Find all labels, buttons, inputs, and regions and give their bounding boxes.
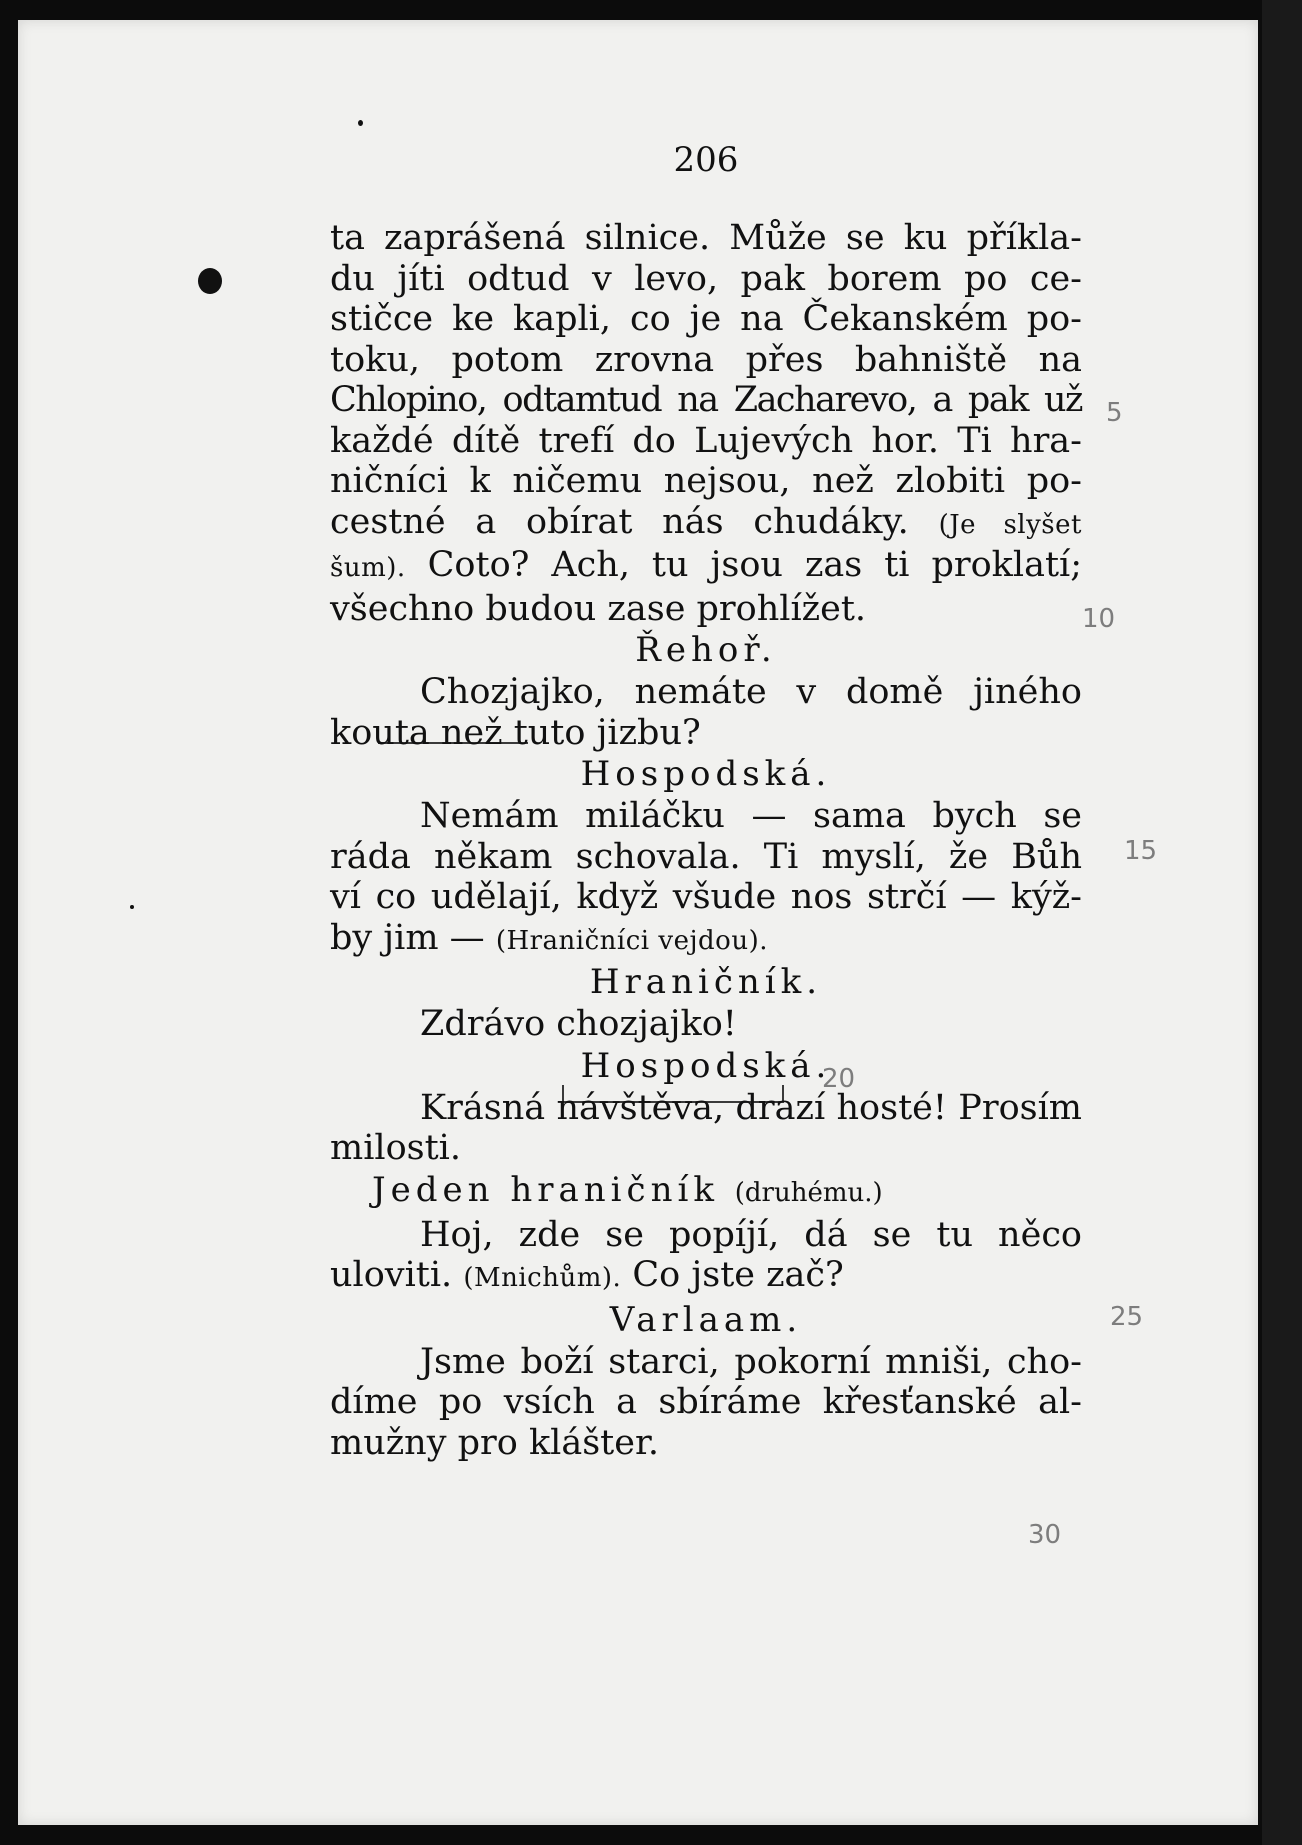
text-fragment: cestné a obírat nás chudáky.: [330, 501, 909, 542]
text-fragment: by jim —: [330, 917, 485, 958]
stage-direction: šum).: [330, 553, 406, 583]
text-line: stičce ke kapli, co je na Čekanském po-: [330, 299, 1082, 339]
margin-line-number: 10: [1082, 604, 1116, 634]
text-line: du jíti odtud v levo, pak borem po ce-: [330, 258, 1082, 299]
margin-line-number: 15: [1124, 836, 1158, 866]
text-fragment: Coto? Ach, tu jsou zas ti proklatí;: [427, 545, 1082, 585]
stage-direction: (Mnichům).: [463, 1263, 622, 1293]
page-text: [330, 140, 1082, 1463]
stage-direction: (Je slyšet: [938, 509, 1082, 540]
text-line: Chlopino, odtamtud na Zacharevo, a pak už: [330, 380, 1082, 420]
scan-speck: [130, 905, 134, 909]
text-line: Nemám miláčku — sama bych se: [420, 796, 1082, 836]
margin-line-number: 5: [1106, 398, 1123, 428]
text-line: Krásná návštěva, drazí hosté! Prosím: [420, 1087, 1082, 1128]
speaker-name: Hospodská.: [580, 754, 832, 794]
text-line: všechno budou zase prohlížet.: [330, 588, 867, 629]
text-line: každé dítě trefí do Lujevých hor. Ti hra-: [330, 420, 1082, 461]
scan-edge-strip: [1262, 0, 1302, 1845]
text-fragment: Co jste zač?: [632, 1255, 844, 1295]
text-line: ničníci k ničemu nejsou, než zlobiti po-: [330, 461, 1082, 501]
speaker-name: Varlaam.: [609, 1299, 803, 1340]
text-line: Zdrávo chozjajko!: [420, 1004, 737, 1044]
text-fragment: uloviti.: [330, 1255, 453, 1295]
text-line: Hoj, zde se popíjí, dá se tu něco: [420, 1214, 1082, 1255]
text-line: díme po vsích a sbíráme křesťanské al-: [330, 1382, 1082, 1422]
scan-speck: [358, 120, 363, 126]
text-line: Jsme boží starci, pokorní mniši, cho-: [420, 1341, 1082, 1382]
page-number: 206: [673, 140, 739, 180]
speaker-name: Řehoř.: [635, 630, 777, 670]
margin-line-number: 20: [822, 1064, 856, 1094]
text-line: toku, potom zrovna přes bahniště na: [330, 339, 1082, 380]
text-line: [330, 545, 1082, 589]
text-line: [330, 918, 1082, 962]
text-line: [330, 1255, 1082, 1299]
text-line: kouta než tuto jizbu?: [330, 712, 701, 753]
speaker-name-text: Jeden hraničník: [372, 1169, 719, 1210]
text-line: [330, 502, 1082, 546]
margin-line-number: 25: [1110, 1302, 1144, 1332]
stage-direction: (Hraničníci vejdou).: [495, 925, 768, 956]
speaker-name: Hraničník.: [589, 962, 823, 1002]
margin-line-number: 30: [1028, 1520, 1062, 1550]
stage-direction: (druhému.): [734, 1177, 883, 1208]
text-line: ví co udělají, když všude nos strčí — kýž-: [330, 877, 1082, 917]
text-line: milosti.: [330, 1128, 461, 1168]
text-line: ráda někam schovala. Ti myslí, že Bůh: [330, 836, 1082, 877]
text-line: ta zaprášená silnice. Může se ku příkla-: [330, 218, 1082, 258]
speaker-name: Hospodská.: [580, 1045, 832, 1086]
speaker-name: [330, 1169, 1082, 1215]
text-line: mužny pro klášter.: [330, 1422, 659, 1463]
ink-blot: [198, 268, 222, 294]
text-line: Chozjajko, nemáte v domě jiného: [420, 672, 1082, 712]
